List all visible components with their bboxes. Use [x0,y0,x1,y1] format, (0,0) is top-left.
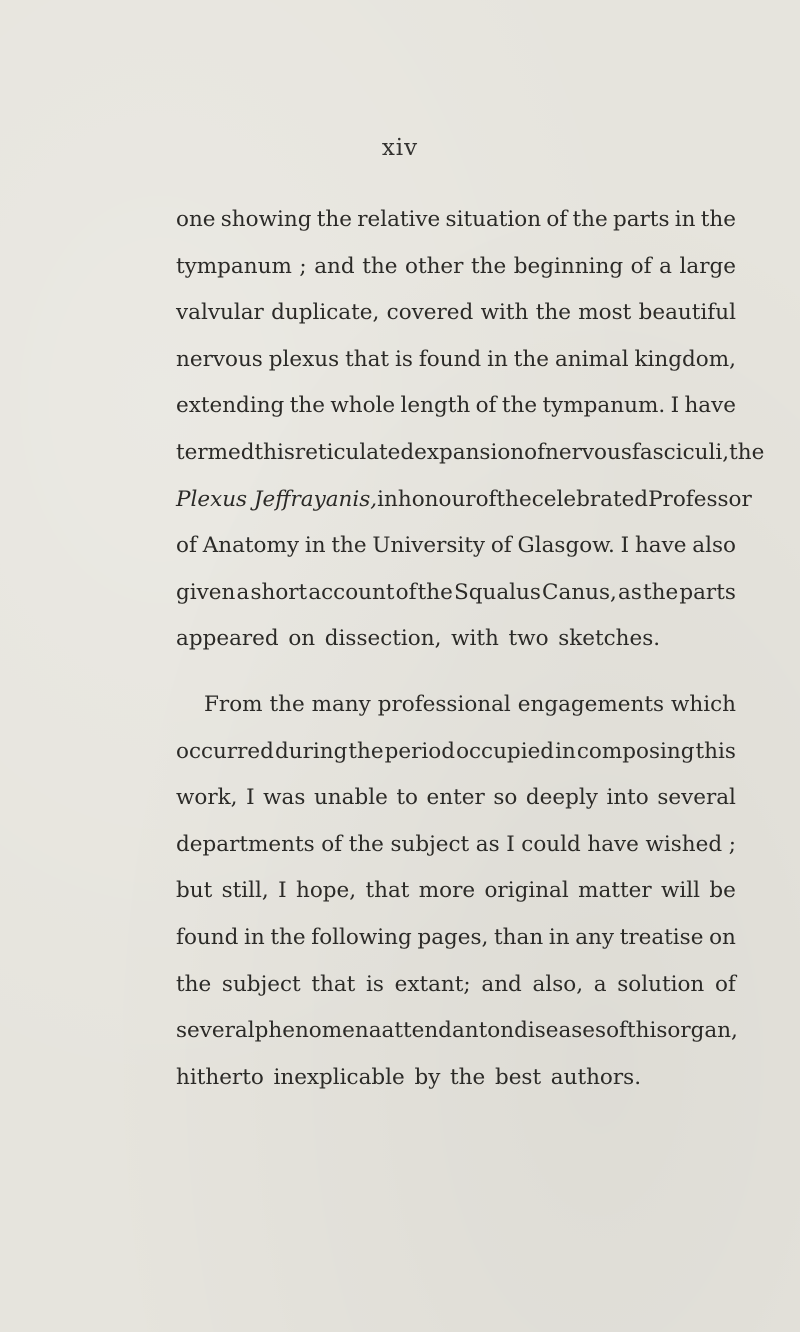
text-line: occurred during the period occupied in composing this [176,738,736,764]
text-line: Plexus Jeffrayanis, in honour of the celebrated Professor [176,477,736,524]
text-line: found in the following pages, than in any treatise on [176,924,736,950]
text-line: of Anatomy in the University of Glasgow. I have also [176,533,736,559]
body-text [176,197,765,1101]
text-line: nervous plexus that is found in the animal kingdom, [176,346,736,372]
paragraph [176,682,736,1101]
text-line: valvular duplicate, covered with the most beautiful [176,300,736,326]
text-line: given a short account of the Squalus Canus, as the parts [176,579,736,605]
text-line: several phenomena attendant on diseases of this organ, [176,1018,738,1044]
text-line: appeared on dissection, with two sketches. [176,626,661,652]
text-line: hitherto inexplicable by the best authors. [176,1064,642,1090]
paragraph-gap [176,663,736,682]
text-line: work, I was unable to enter so deeply into several [176,785,736,811]
text-line: termed this reticulated expansion of nervous fasciculi, the [176,439,765,465]
text-line: one showing the relative situation of the parts in the [176,207,736,232]
text-line: but still, I hope, that more original matter will be [176,878,736,904]
page-number: xiv [381,135,419,161]
italic-term: Plexus Jeffrayanis, [176,486,378,512]
paragraph [176,197,765,663]
text-line: From the many professional engagements which [204,691,736,717]
text-line: tympanum ; and the other the beginning of a large [176,253,736,279]
text-line: departments of the subject as I could have wished ; [176,831,736,857]
text-line: extending the whole length of the tympanum. I have [176,393,736,419]
text-line: the subject that is extant; and also, a solution of [176,971,736,997]
